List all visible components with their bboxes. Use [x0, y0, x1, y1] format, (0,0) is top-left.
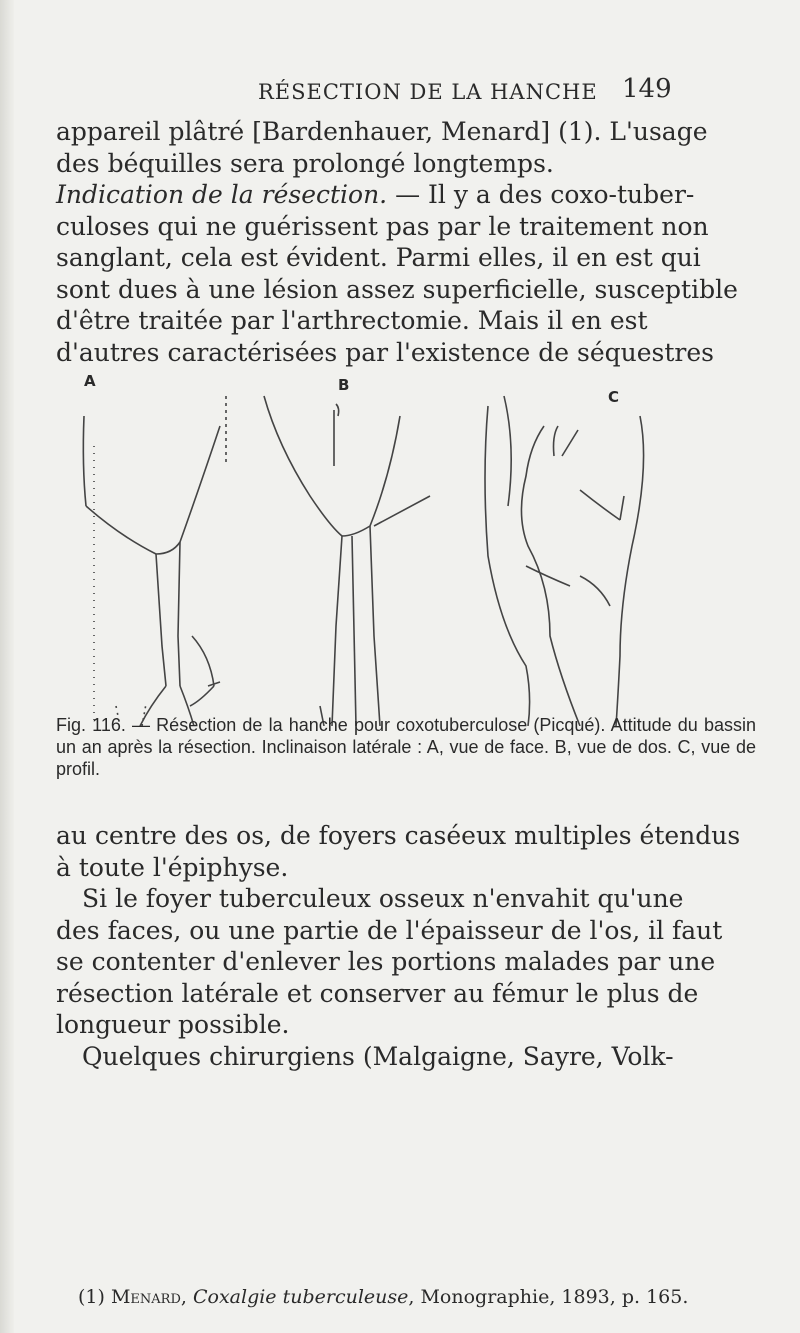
- running-header: [0, 72, 800, 112]
- text-run: — Il y a des coxo-tuber-: [387, 180, 695, 209]
- text-line: au centre des os, de foyers caséeux multiples étendus: [56, 821, 741, 850]
- text-line: d'être traitée par l'arthrectomie. Mais il en est: [56, 306, 648, 335]
- text-line: longueur possible.: [56, 1010, 290, 1039]
- paragraph-intro: [56, 116, 756, 368]
- figure-caption: Fig. 116. — Résection de la hanche pour coxotuberculose (Picqué). Attitude du bassin un an après la résection. Inclinaison latérale : A, vue de face. B, vue de dos. C, vue de profil.: [56, 715, 756, 779]
- page-edge: [0, 0, 14, 1333]
- footnote-marker: (1): [78, 1286, 111, 1308]
- text-line: sont dues à une lésion assez superficielle, susceptible: [56, 274, 738, 304]
- text-line: des béquilles sera prolongé longtemps.: [56, 148, 554, 178]
- text-line: appareil plâtré [Bardenhauer, Menard] (1). L'usage: [56, 117, 708, 146]
- running-title: RÉSECTION DE LA HANCHE: [258, 80, 598, 104]
- text-line: à toute l'épiphyse.: [56, 852, 289, 882]
- paragraph-continuation: [56, 820, 756, 1072]
- text-line: culoses qui ne guérissent pas par le traitement non: [56, 211, 709, 241]
- figure-label-a: A: [84, 372, 96, 390]
- footnote-title: Coxalgie tuberculeuse: [192, 1286, 409, 1308]
- footnote-author: Menard: [110, 1286, 181, 1308]
- section-heading: Indication de la résection.: [56, 180, 388, 209]
- text-line: des faces, ou une partie de l'épaisseur de l'os, il faut: [56, 915, 723, 945]
- figure-a-front-view: [83, 396, 226, 726]
- figure-c-side-view: [485, 396, 644, 726]
- figure-label-c: C: [608, 388, 620, 406]
- figure-drawing: [80, 386, 680, 726]
- footnote-sep: ,: [180, 1286, 193, 1308]
- text-line: résection latérale et conserver au fémur le plus de: [56, 978, 699, 1008]
- footnote-rest: , Monographie, 1893, p. 165.: [408, 1286, 689, 1308]
- text-line: [56, 179, 756, 211]
- figure-label-b: B: [338, 376, 350, 394]
- footnote: [78, 1286, 758, 1308]
- text-line: sanglant, cela est évident. Parmi elles, il en est qui: [56, 243, 701, 272]
- figure-b-back-view: [264, 396, 430, 726]
- text-line: Quelques chirurgiens (Malgaigne, Sayre, Volk-: [82, 1041, 674, 1071]
- text-line: d'autres caractérisées par l'existence de séquestres: [56, 337, 714, 367]
- page-number: 149: [622, 74, 672, 104]
- text-line: se contenter d'enlever les portions malades par une: [56, 947, 716, 976]
- text-line: Si le foyer tuberculeux osseux n'envahit qu'une: [82, 884, 684, 913]
